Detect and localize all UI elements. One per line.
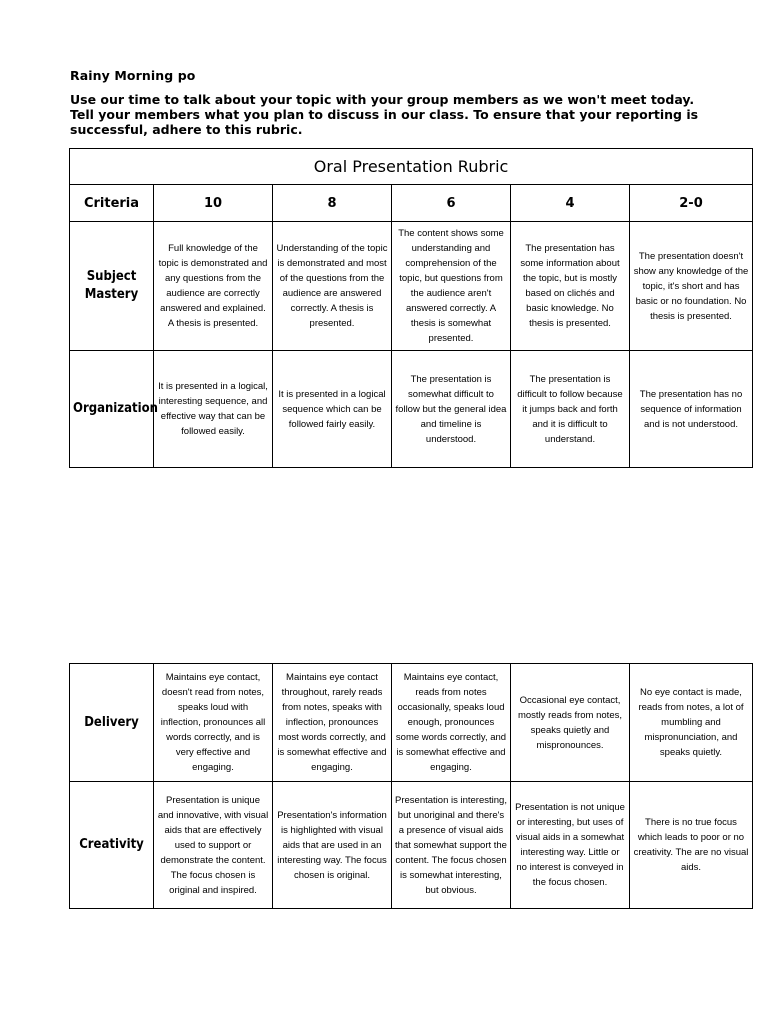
cell-description: The presentation has some information about the topic, but is mostly based on clichés and basic knowledge. No thesis is presented. [511,222,630,351]
rubric-table-bottom [69,663,753,909]
header-row [70,185,753,222]
table-row [70,782,753,909]
cell-description: No eye contact is made, reads from notes, a lot of mumbling and mispronunciation, and speaks quietly. [630,664,753,782]
criterion-subject-mastery: Subject Mastery [70,222,154,351]
greeting-text: Rainy Morning po [70,68,196,83]
rubric-title: Oral Presentation Rubric [70,149,753,185]
table-row [70,351,753,468]
instructions-text: Use our time to talk about your topic with your group members as we won't meet today. Tell your members what you plan to discuss in our class. To ensure that your reporting is successful, adhere to this rubric. [70,92,699,137]
header-score-8: 8 [273,185,392,222]
header-score-2-0: 2-0 [630,185,753,222]
header-score-6: 6 [392,185,511,222]
table-row [70,222,753,351]
criterion-creativity: Creativity [70,782,154,909]
cell-description: The presentation doesn't show any knowledge of the topic, it's short and has basic or no foundation. No thesis is presented. [630,222,753,351]
cell-description: Presentation is not unique or interesting, but uses of visual aids in a somewhat interesting way. Little or no interest is conveyed in the focus chosen. [511,782,630,909]
rubric-table-top [69,148,753,468]
header-score-4: 4 [511,185,630,222]
cell-description: There is no true focus which leads to poor or no creativity. The are no visual aids. [630,782,753,909]
cell-description: Presentation is interesting, but unoriginal and there's a presence of visual aids that somewhat support the content. The focus chosen is somewhat interesting, but obvious. [392,782,511,909]
cell-description: Maintains eye contact, reads from notes occasionally, speaks loud enough, pronounces some words correctly, and is somewhat effective and engaging. [392,664,511,782]
cell-description: Maintains eye contact, doesn't read from notes, speaks loud with inflection, pronounces all words correctly, and is very effective and engaging. [154,664,273,782]
cell-description: It is presented in a logical, interesting sequence, and effective way that can be followed easily. [154,351,273,468]
cell-description: The presentation has no sequence of information and is not understood. [630,351,753,468]
cell-description: Occasional eye contact, mostly reads from notes, speaks quietly and mispronounces. [511,664,630,782]
cell-description: Presentation's information is highlighted with visual aids that are used in an interesting way. The focus chosen is original. [273,782,392,909]
cell-description: The content shows some understanding and comprehension of the topic, but questions from the audience aren't answered correctly. A thesis is somewhat presented. [392,222,511,351]
cell-description: It is presented in a logical sequence which can be followed fairly easily. [273,351,392,468]
cell-description: The presentation is somewhat difficult to follow but the general idea and timeline is understood. [392,351,511,468]
header-criteria: Criteria [70,185,154,222]
table-row [70,664,753,782]
cell-description: Presentation is unique and innovative, with visual aids that are effectively used to support or demonstrate the content. The focus chosen is original and inspired. [154,782,273,909]
header-score-10: 10 [154,185,273,222]
cell-description: Maintains eye contact throughout, rarely reads from notes, speaks with inflection, pronounces most words correctly, and is somewhat effective and engaging. [273,664,392,782]
cell-description: Full knowledge of the topic is demonstrated and any questions from the audience are correctly answered and explained. A thesis is presented. [154,222,273,351]
cell-description: The presentation is difficult to follow because it jumps back and forth and it is difficult to understand. [511,351,630,468]
cell-description: Understanding of the topic is demonstrated and most of the questions from the audience are answered correctly. A thesis is presented. [273,222,392,351]
criterion-delivery: Delivery [70,664,154,782]
criterion-organization: Organization [70,351,154,468]
